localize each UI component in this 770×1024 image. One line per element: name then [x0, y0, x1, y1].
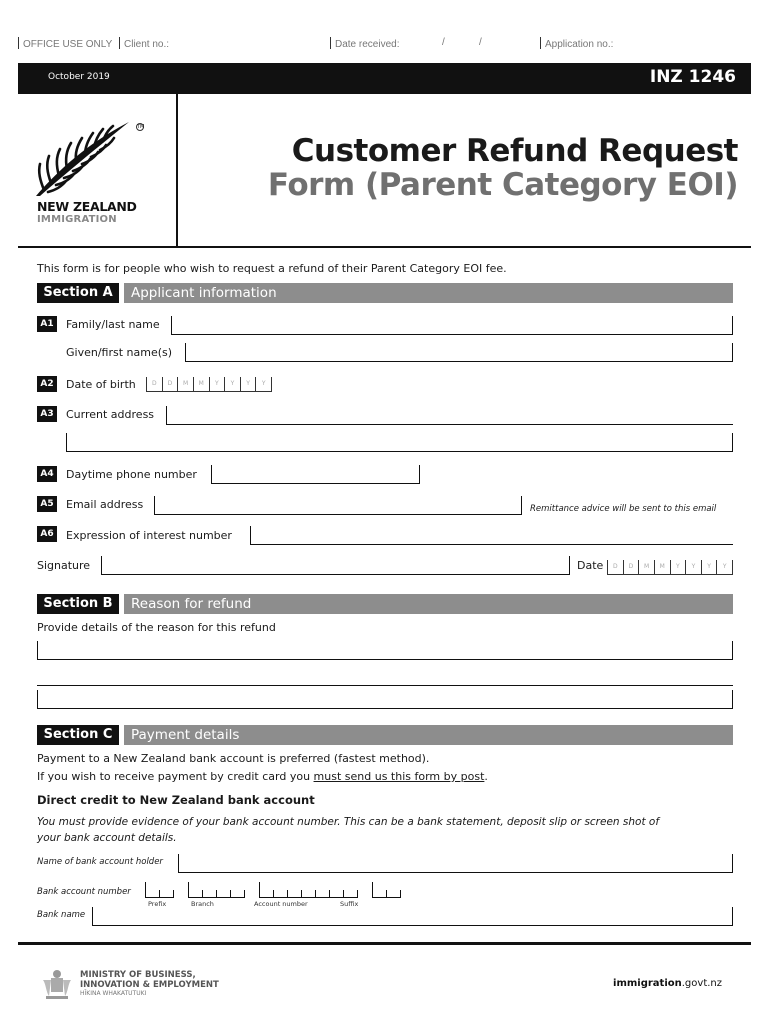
refund-reason-line1[interactable] — [37, 641, 733, 660]
date-cell: M — [178, 377, 194, 391]
ministry-name: MINISTRY OF BUSINESS, INNOVATION & EMPLOYMENT — [80, 970, 219, 990]
suffix-label: Suffix — [340, 900, 359, 908]
date-cell: M — [639, 560, 655, 574]
date-cell: Y — [717, 560, 733, 574]
logo-new-zealand: NEW ZEALAND — [37, 199, 137, 214]
dob-label: Date of birth — [66, 378, 136, 391]
question-a4-badge: A4 — [37, 466, 57, 482]
trademark-icon: TM — [137, 124, 145, 130]
email-field[interactable] — [154, 496, 522, 515]
account-holder-field[interactable] — [178, 854, 733, 873]
header-divider-horizontal — [18, 246, 751, 248]
evidence-text-line2: your bank account details. — [37, 832, 177, 844]
footer-divider — [18, 942, 751, 945]
section-c-title: Payment details — [131, 727, 240, 743]
address-field-line2[interactable] — [66, 433, 733, 452]
signature-field[interactable] — [101, 556, 570, 575]
phone-label: Daytime phone number — [66, 468, 197, 481]
address-label: Current address — [66, 408, 155, 421]
post-form-emphasis: must send us this form by post — [313, 770, 485, 783]
refund-reason-line3[interactable] — [37, 690, 733, 709]
form-date: October 2019 — [48, 72, 110, 82]
section-b-title: Reason for refund — [131, 596, 252, 612]
date-slash-1: / — [442, 37, 445, 48]
silver-fern-icon — [34, 120, 134, 198]
remittance-note: Remittance advice will be sent to this email — [530, 504, 717, 514]
signature-date-field[interactable] — [607, 560, 733, 575]
phone-field[interactable] — [211, 465, 420, 484]
date-cell: D — [147, 377, 163, 391]
section-a-title: Applicant information — [131, 285, 277, 301]
page-subtitle: Form (Parent Category EOI) — [267, 167, 738, 203]
signature-label: Signature — [37, 559, 91, 572]
account-holder-label: Name of bank account holder — [37, 857, 163, 867]
logo-immigration: IMMIGRATION — [37, 214, 117, 225]
header-band — [18, 63, 751, 94]
date-cell: M — [194, 377, 210, 391]
account-label: Account number — [254, 900, 308, 908]
date-cell: D — [624, 560, 640, 574]
date-cell: D — [608, 560, 624, 574]
address-field-line1[interactable] — [166, 406, 733, 425]
page-title: Customer Refund Request — [291, 133, 738, 169]
date-received-label: Date received: — [330, 37, 399, 50]
credit-card-text: If you wish to receive payment by credit card you must send us this form by post. — [37, 770, 488, 783]
date-cell: Y — [210, 377, 226, 391]
date-cell: Y — [686, 560, 702, 574]
date-cell: Y — [256, 377, 272, 391]
section-b-label: Section B — [37, 594, 119, 614]
website-link[interactable]: immigration.govt.nz — [613, 978, 722, 989]
form-code: INZ 1246 — [649, 67, 736, 87]
client-no-label: Client no.: — [119, 37, 169, 50]
section-c-label: Section C — [37, 725, 119, 745]
refund-reason-line2[interactable] — [37, 685, 733, 686]
date-cell: Y — [671, 560, 687, 574]
given-name-label: Given/first name(s) — [66, 346, 173, 359]
question-a6-badge: A6 — [37, 526, 57, 542]
eoi-number-field[interactable] — [250, 526, 733, 545]
question-a3-badge: A3 — [37, 406, 57, 422]
email-label: Email address — [66, 498, 144, 511]
question-a2-badge: A2 — [37, 376, 57, 392]
coat-of-arms-icon — [40, 968, 74, 1002]
branch-label: Branch — [191, 900, 214, 908]
date-cell: Y — [702, 560, 718, 574]
dob-field[interactable] — [146, 377, 272, 392]
given-name-field[interactable] — [185, 343, 733, 362]
family-name-label: Family/last name — [66, 318, 160, 331]
ministry-maori-name: HĪKINA WHAKATUTUKI — [80, 990, 147, 997]
date-cell: Y — [241, 377, 257, 391]
refund-reason-prompt: Provide details of the reason for this refund — [37, 621, 276, 634]
eoi-number-label: Expression of interest number — [66, 529, 232, 542]
evidence-text-line1: You must provide evidence of your bank account number. This can be a bank statement, deposit slip or screen shot of — [37, 816, 660, 828]
signature-date-label: Date — [577, 559, 604, 572]
bank-name-label: Bank name — [37, 910, 86, 920]
date-cell: Y — [225, 377, 241, 391]
direct-credit-heading: Direct credit to New Zealand bank account — [37, 793, 315, 807]
account-number-field[interactable] — [145, 882, 401, 898]
date-slash-2: / — [479, 37, 482, 48]
application-no-label: Application no.: — [540, 37, 613, 50]
prefix-label: Prefix — [148, 900, 167, 908]
account-number-label: Bank account number — [37, 887, 131, 897]
family-name-field[interactable] — [171, 316, 733, 335]
office-use-label: OFFICE USE ONLY — [18, 37, 112, 50]
section-a-label: Section A — [37, 283, 119, 303]
date-cell: M — [655, 560, 671, 574]
payment-preference-text: Payment to a New Zealand bank account is preferred (fastest method). — [37, 752, 430, 765]
question-a5-badge: A5 — [37, 496, 57, 512]
date-cell: D — [163, 377, 179, 391]
intro-text: This form is for people who wish to request a refund of their Parent Category EOI fee. — [37, 262, 507, 275]
question-a1-badge: A1 — [37, 316, 57, 332]
bank-name-field[interactable] — [92, 907, 733, 926]
header-divider-vertical — [176, 94, 178, 248]
